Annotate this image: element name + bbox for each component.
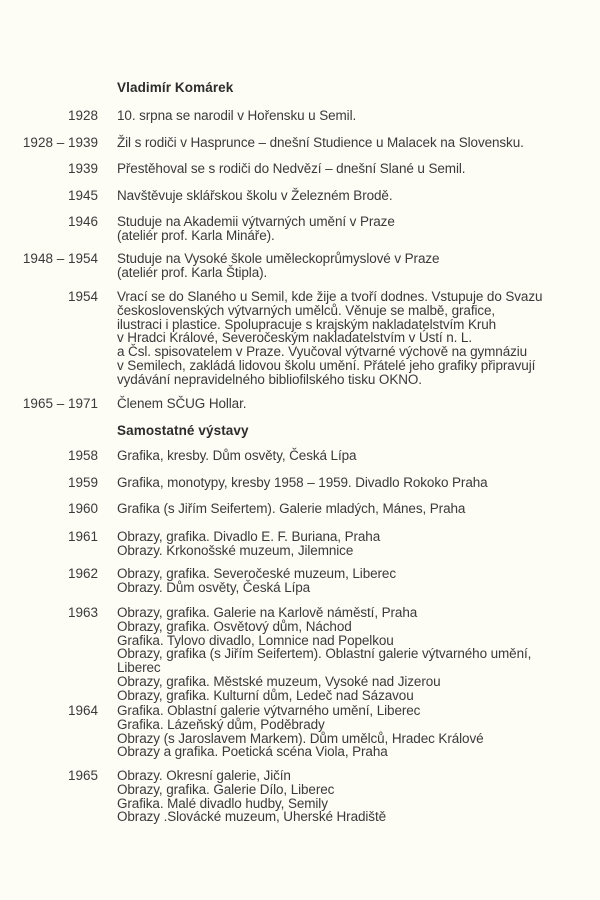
entry-text: vydávání nepravidelného bibliofilského tisku OKNO. (117, 371, 422, 387)
entry-text: Žil s rodiči v Hasprunce – dnešní Studience u Malacek na Slovensku. (117, 135, 524, 150)
entry-year: 1962 (67, 566, 98, 581)
entry-text: a Čsl. spisovatelem v Praze. Vyučoval výtvarné výchově na gymnáziu (117, 344, 528, 360)
entry-text: Obrazy, grafika. Severočeské muzeum, Liberec (117, 566, 396, 581)
entry-year: 1963 (67, 605, 98, 620)
entry-text: Vrací se do Slaného u Semil, kde žije a tvoří dodnes. Vstupuje do Svazu (117, 289, 543, 304)
entry-text: Obrazy. Dům osvěty, Česká Lípa (117, 579, 311, 595)
entry-year: 1945 (67, 188, 98, 203)
entry-year: 1928 – 1939 (22, 135, 98, 150)
entry-year: 1960 (67, 501, 98, 516)
entry-text: Obrazy. Okresní galerie, Jičín (117, 768, 291, 783)
entry-year: 1946 (67, 214, 98, 229)
entry-text: ilustraci i plastice. Spolupracuje s krajským nakladatelstvím Kruh (117, 316, 497, 332)
entry-text: Obrazy, grafika (s Jiřím Seifertem). Oblastní galerie výtvarného umění, (117, 646, 532, 662)
entry-year: 1948 – 1954 (22, 251, 98, 266)
entry-text: Grafika, monotypy, kresby 1958 – 1959. Divadlo Rokoko Praha (117, 475, 488, 490)
entry-text: Studuje na Vysoké škole uměleckoprůmyslové v Praze (117, 251, 440, 266)
entry-year: 1939 (67, 161, 98, 176)
entry-text: Obrazy, grafika. Městské muzeum, Vysoké nad Jizerou (117, 673, 441, 689)
entry-text: v Semilech, zakládá lidovou školu umění. Přátelé jeho grafiky připravují (117, 357, 536, 373)
entry-year: 1961 (67, 529, 98, 544)
entry-text: Obrazy, grafika. Galerie Dílo, Liberec (117, 781, 335, 797)
entry-text: Studuje na Akademii výtvarných umění v Praze (117, 214, 395, 229)
entry-text: československých výtvarných umělců. Věnuje se malbě, grafice, (117, 302, 496, 318)
entry-year: 1928 (67, 108, 98, 123)
entry-year: 1965 (67, 768, 98, 783)
biography-title: Vladimír Komárek (117, 80, 234, 95)
entry-year: 1954 (67, 289, 98, 304)
entry-text: Liberec (117, 660, 161, 676)
entry-text: Přestěhoval se s rodiči do Nedvězí – dnešní Slané u Semil. (117, 161, 466, 176)
entry-text: Obrazy, grafika. Galerie na Karlově náměstí, Praha (117, 605, 418, 620)
entry-text: 10. srpna se narodil v Hořensku u Semil. (117, 108, 357, 123)
entry-year: 1958 (67, 448, 98, 463)
entry-year: 1964 (67, 703, 98, 718)
entry-text: Členem SČUG Hollar. (117, 396, 247, 411)
entry-text: Obrazy .Slovácké muzeum, Uherské Hradiště (117, 809, 386, 825)
entry-year: 1959 (67, 475, 98, 490)
entry-text: Grafika. Lázeňský dům, Poděbrady (117, 716, 325, 732)
entry-text: Obrazy, grafika. Osvětový dům, Náchod (117, 618, 352, 634)
entry-text: Obrazy a grafika. Poetická scéna Viola, Praha (117, 744, 388, 760)
entry-text: Obrazy, grafika. Kulturní dům, Ledeč nad Sázavou (117, 687, 414, 703)
entry-text: Obrazy (s Jaroslavem Markem). Dům umělců, Hradec Králové (117, 730, 484, 746)
entry-text: Grafika (s Jiřím Seifertem). Galerie mladých, Mánes, Praha (117, 501, 466, 516)
entry-text: (ateliér prof. Karla Mináře). (117, 227, 275, 243)
entry-text: Grafika. Malé divadlo hudby, Semily (117, 795, 328, 811)
entry-text: v Hradci Králové, Severočeským nakladatelstvím v Ústí n. L. (117, 330, 472, 346)
entry-text: Obrazy, grafika. Divadlo E. F. Buriana, Praha (117, 529, 381, 544)
entry-text: Grafika. Tylovo divadlo, Lomnice nad Popelkou (117, 632, 394, 648)
entry-text: Obrazy. Krkonošské muzeum, Jilemnice (117, 542, 354, 558)
entry-text: (ateliér prof. Karla Štipla). (117, 264, 268, 280)
entry-text: Navštěvuje sklářskou školu v Železném Brodě. (117, 188, 393, 203)
entry-year: 1965 – 1971 (22, 396, 98, 411)
entry-text: Grafika, kresby. Dům osvěty, Česká Lípa (117, 448, 357, 463)
entry-text: Grafika. Oblastní galerie výtvarného umění, Liberec (117, 703, 421, 718)
exhibitions-title: Samostatné výstavy (117, 423, 249, 438)
